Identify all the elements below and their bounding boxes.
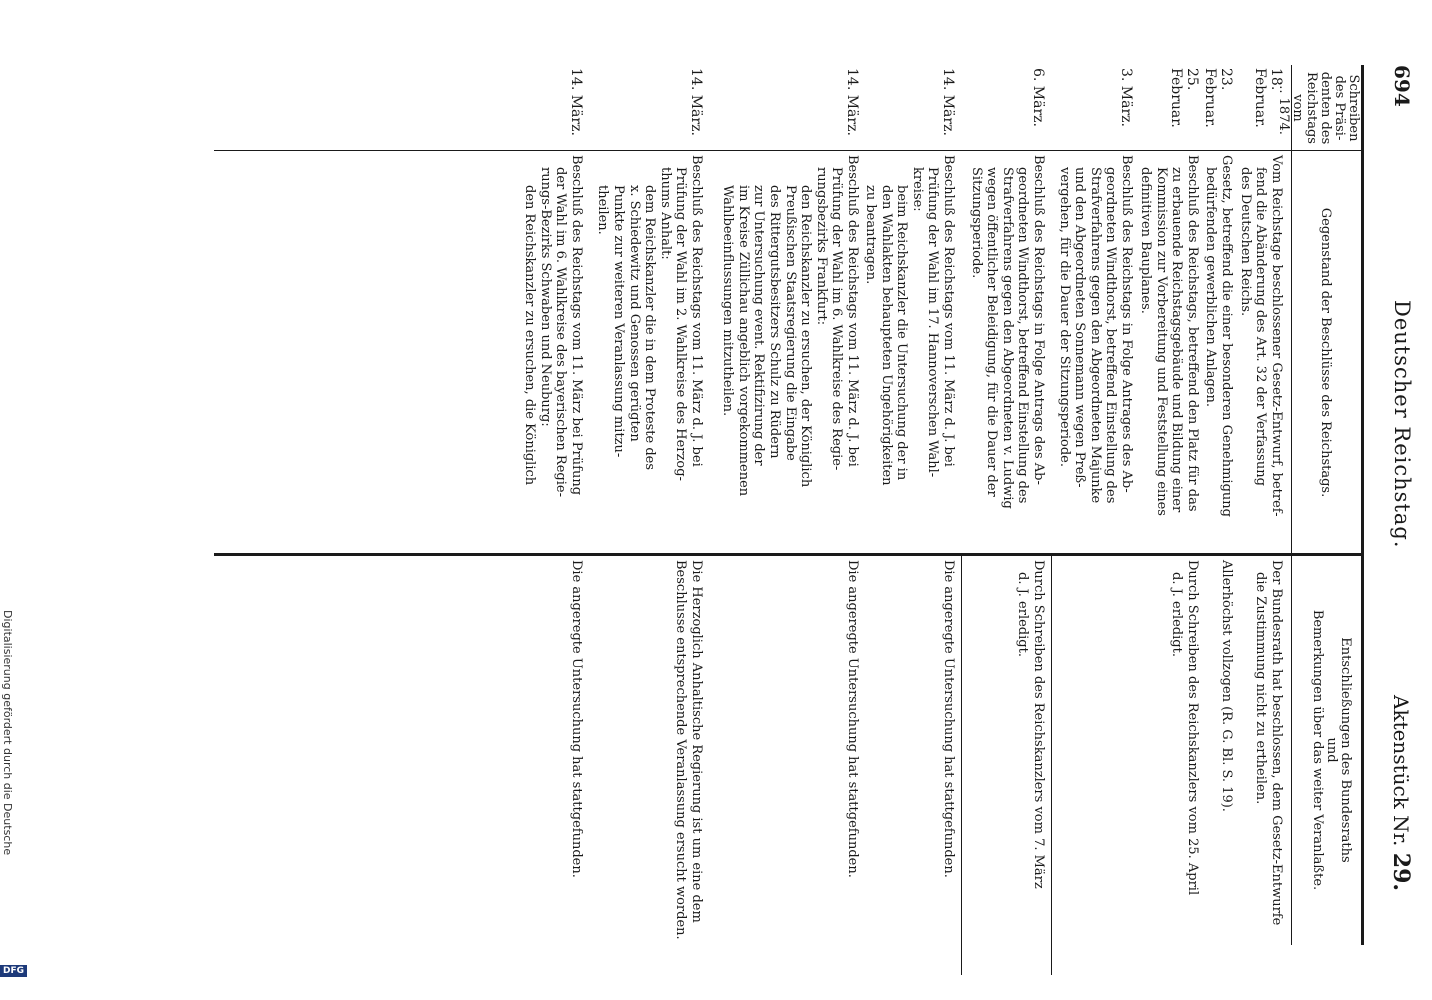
subject-line: Preußischen Staatsregierung die Eingabe [782, 185, 798, 461]
row-date: 23. Februar. [1202, 68, 1234, 128]
subject-line: Prüfung der Wahl im 17. Hannoverschen Wahl- [925, 167, 941, 478]
subject-line: Kommission zur Vorbereitung und Feststellung eines [1153, 167, 1169, 516]
table-top-rule [1361, 65, 1364, 945]
dfg-credit [0, 610, 14, 990]
subject-line: kreise: [909, 167, 925, 212]
row-subject [595, 155, 704, 547]
header-bottom-rule [1291, 65, 1292, 945]
row-subject [1203, 155, 1234, 547]
subject-line: Beschluß des Reichstags vom 11. März d. J. bei [941, 155, 956, 467]
subject-line: des Rittergutsbesitzers Schulz zu Rüdern [767, 185, 783, 459]
subject-line: rungs-Bezirks Schwaben und Neuburg: [537, 167, 553, 427]
remarks-line: die Zustimmung nicht zu ertheilen. [1253, 572, 1269, 805]
subject-line: bedürfenden gewerblichen Anlagen. [1203, 167, 1219, 408]
subject-line: Strafverfahrens gegen den Abgeordneten Majunke [1087, 167, 1103, 504]
subject-line: thums Anhalt: [657, 167, 673, 260]
remarks-line: Durch Schreiben des Reichskanzlers vom 7. März [1031, 560, 1046, 889]
row-remarks [1253, 560, 1284, 940]
dfg-logo: DFG [0, 965, 27, 977]
subject-line: rungsbezirks Frankfurt: [813, 167, 829, 326]
row-subject [1056, 155, 1134, 547]
row-divider [961, 555, 962, 975]
subject-column-head: Gegenstand der Beschlüsse des Reichstags. [1318, 207, 1333, 498]
date-column-rule [214, 150, 1364, 151]
remarks-line: Die angeregte Untersuchung hat stattgefunden. [941, 560, 956, 878]
remarks-head-line: Bemerkungen über das weiter Veranlaßte. [1310, 609, 1325, 891]
subject-line: des Deutschen Reichs. [1237, 167, 1253, 317]
row-subject [522, 155, 584, 547]
subject-line: geordneten Windthorst, betreffend Einstellung des [1103, 167, 1119, 504]
remarks-line: d. J. erledigt. [1015, 572, 1031, 657]
subject-line: Beschluß des Reichstags vom 11. März d. J. bei [689, 155, 704, 467]
row-date: 18. Februar. [1252, 68, 1284, 128]
subject-line: Beschluß des Reichstags vom 11. März bei Prüfung [569, 155, 584, 496]
date-head-line: des Präsi- [1332, 75, 1347, 141]
page-number: 694 [1390, 65, 1414, 107]
date-head-line: denten des [1318, 71, 1333, 145]
date-head-line: Reichstags [1304, 72, 1319, 144]
row-subject [968, 155, 1046, 547]
annex-label [1388, 695, 1414, 891]
subject-line: theilen. [595, 185, 611, 235]
subject-line: Strafverfahrens gegen den Abgeordneten v. Ludwig [999, 167, 1015, 509]
row-remarks [673, 560, 704, 940]
subject-line: den Wahlakten behaupteten Ungehörigkeiten [878, 185, 894, 486]
annex-number: 29. [1388, 852, 1414, 892]
row-divider [1051, 555, 1052, 975]
subject-line: geordneten Windthorst, betreffend Einstellung des [1015, 167, 1031, 504]
annex-label-text: Aktenstück Nr. [1389, 695, 1413, 847]
subject-line: Beschluß des Reichstags in Folge Antrags des Ab- [1031, 155, 1046, 485]
subject-line: definitiven Bauplanes. [1138, 167, 1154, 314]
subject-line: Wahlbeeinflussungen mitzutheilen. [720, 185, 736, 417]
row-date: 14. März. [844, 68, 860, 136]
remarks-line: Die angeregte Untersuchung hat stattgefunden. [569, 560, 584, 878]
date-head-line: vom [1290, 94, 1305, 122]
dfg-credit-text: Digitalisierung gefördert durch die Deutsche [1, 610, 14, 856]
subject-line: zu erbauende Reichstagsgebäude und Bildung einer [1169, 167, 1185, 513]
date-head-line: Schreiben [1346, 74, 1361, 142]
subject-line: Prüfung der Wahl im 2. Wahlkreise des Herzog- [673, 167, 689, 481]
subject-line: Beschluß des Reichstags in Folge Antrages des Ab- [1119, 155, 1134, 493]
subject-line: im Kreise Züllichau angeblich vorgekommenen [735, 185, 751, 497]
subject-line: zu beantragen. [863, 185, 879, 285]
remarks-line: Durch Schreiben des Reichskanzlers vom 25. April [1185, 560, 1200, 896]
subject-line: dem Reichskanzler die in dem Proteste des [642, 185, 658, 471]
subject-line: Gesetz, betreffend die einer besonderen Genehmigung [1219, 155, 1234, 517]
subject-line: wegen öffentlicher Beleidigung, für die Dauer der [984, 167, 1000, 497]
row-remarks [568, 560, 584, 940]
remarks-column-head [1310, 560, 1352, 940]
subject-line: Beschluß des Reichstags vom 11. März d. J. bei [845, 155, 860, 467]
subject-line: den Reichskanzler zu ersuchen, der Königlich [798, 185, 814, 488]
row-date: 14. März. [940, 68, 956, 136]
row-remarks [844, 560, 860, 940]
remarks-line: Der Bundesrath hat beschlossen, dem Gesetz-Entwurfe [1269, 560, 1284, 926]
subject-line: Vom Reichstage beschlossener Gesetz-Entwurf, betref- [1269, 155, 1284, 517]
running-title: Deutscher Reichstag. [1390, 300, 1414, 549]
subject-line: Beschluß des Reichstags, betreffend den Platz für das [1185, 155, 1200, 512]
subject-line: x. Schiedewitz und Genossen gerügten [626, 185, 642, 442]
subject-line: Punkte zur weiteren Veranlassung mitzu- [611, 185, 627, 458]
subject-line: zur Untersuchung event. Rektifizirung der [751, 185, 767, 466]
remarks-line: Die angeregte Untersuchung hat stattgefunden. [845, 560, 860, 878]
date-head-line: ... 1874. [1276, 81, 1291, 135]
subject-column-rule [214, 553, 1364, 556]
row-remarks [940, 560, 956, 940]
subject-line: beim Reichskanzler die Untersuchung der in [894, 185, 910, 481]
row-remarks [1015, 560, 1046, 940]
row-remarks [1169, 560, 1200, 940]
row-subject [1237, 155, 1284, 547]
row-subject [720, 155, 860, 547]
remarks-line: Allerhöchst vollzogen (R. G. Bl. S. 19). [1219, 560, 1234, 812]
row-date: 14. März. [568, 68, 584, 136]
subject-line: den Reichskanzler zu ersuchen, die Königlich [522, 185, 538, 486]
row-date: 3. März. [1118, 68, 1134, 128]
remarks-head-line: und [1324, 737, 1339, 763]
date-column-head [1276, 68, 1360, 148]
row-subject [862, 155, 956, 547]
subject-line: Prüfung der Wahl im 6. Wahlkreise des Regie- [829, 167, 845, 471]
row-date: 25. Februar. [1168, 68, 1200, 128]
subject-line: der Wahl im 6. Wahlkreise des bayerischen Regie- [553, 167, 569, 497]
subject-line: vergehen, für die Dauer der Sitzungsperiode. [1056, 167, 1072, 467]
remarks-line: Beschlusse entsprechende Veranlassung ersucht worden. [673, 560, 689, 940]
remarks-line: Die Herzoglich Anhaltische Regierung ist um eine dem [689, 560, 704, 923]
remarks-head-line: Entschließungen des Bundesraths [1338, 637, 1353, 863]
subject-line: Sitzungsperiode. [968, 167, 984, 279]
row-date: 14. März. [688, 68, 704, 136]
subject-line: fend die Abänderung des Art. 32 der Verfassung [1253, 167, 1269, 486]
subject-line: und den Abgeordneten Sonnemann wegen Preß- [1072, 167, 1088, 488]
remarks-line: d. J. erledigt. [1169, 572, 1185, 657]
row-remarks [1218, 560, 1234, 940]
row-subject [1138, 155, 1200, 547]
row-date: 6. März. [1030, 68, 1046, 128]
